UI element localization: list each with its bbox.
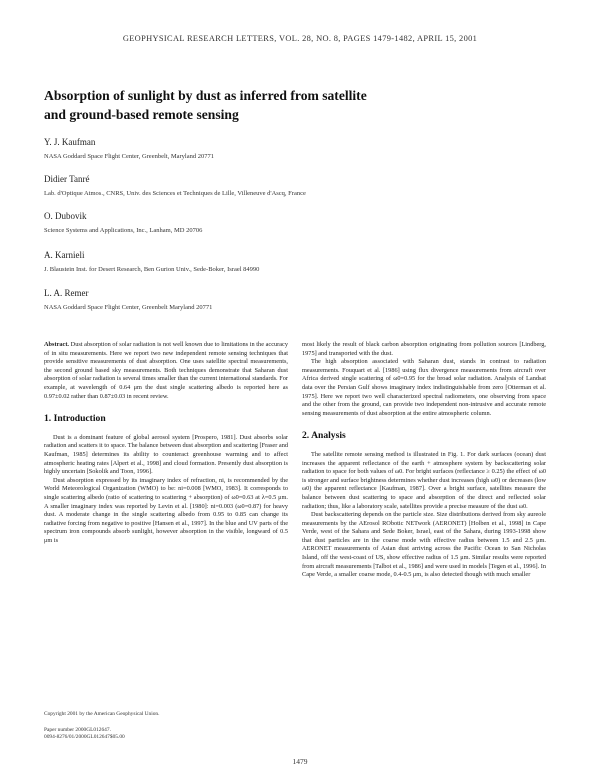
abstract-text: Dust absorption of solar radiation is not well known due to limitations in the accuracy of in situ measurements. Here we report two new independent remote sensing techniques that provide sensitive measurements of dust absorption. One uses satellite spectral measurements, the second ground based sky measurements. Both techniques demonstrate that Saharan dust absorption of solar radiation is several times smaller than the current international standards. For example, at wavelength of 0.64 μm the dust single scattering albedo is reported here as 0.97±0.02 rather than 0.87±0.03 in recent review. [44,341,288,400]
abstract [44,341,288,401]
author-affiliation: Science Systems and Applications, Inc., Lanham, MD 20706 [44,227,203,234]
paragraph: most likely the result of black carbon absorption originating from pollution sources [Lindberg, 1975] and transported with the dust. [302,341,546,357]
author-block [44,174,564,197]
author-name: L. A. Remer [44,288,89,298]
title-line-2: and ground-based remote sensing [44,107,239,122]
author-affiliation: NASA Goddard Space Flight Center, Greenbelt Maryland 20771 [44,304,213,311]
author-block [44,288,564,311]
author-block [44,137,564,160]
author-affiliation: Lab. d'Optique Atmos., CNRS, Univ. des Sciences et Techniques de Lille, Villeneuve d'Ascq, France [44,190,306,197]
right-column [302,341,546,580]
author-block [44,211,564,234]
copyright-notice: Copyright 2001 by the American Geophysical Union. [44,711,160,717]
journal-header: GEOPHYSICAL RESEARCH LETTERS, VOL. 28, NO. 8, PAGES 1479-1482, APRIL 15, 2001 [122,34,478,43]
page-number: 1479 [292,757,308,766]
abstract-label: Abstract. [44,341,70,348]
paragraph: Dust is a dominant feature of global aerosol system [Prospero, 1981]. Dust absorbs solar radiation and scatters it to space. The balance between dust absorption and scattering [Fraser and Kaufman, 1985] determines its ability to counteract greenhouse warming and to affect atmospheric heating rates [Alpert et al., 1998] and cloud formation. Presently dust absorption is highly uncertain [Sokolik and Toon, 1996]. [44,433,288,476]
paragraph: The satellite remote sensing method is illustrated in Fig. 1. For dark surfaces (ocean) dust increases the apparent reflectance of the earth + atmosphere system by backscattering solar radiation to space for both values of ω0. For bright surfaces (reflectance ≥ 0.25) the effect of ω0 is stronger and surface brightness determines whether dust increases (high ω0) or decreases (low ω0) the apparent reflectance [Kaufman, 1987]. Over a bright surface, satellites measure the balance between dust scattering to space and absorption of the direct and reflected solar radiation; thus, like a laboratory scale, satellites provide a precise measure of the dust ω0. [302,450,546,510]
copyright-block [44,711,288,742]
author-block [44,250,564,273]
author-name: Y. J. Kaufman [44,137,96,147]
author-affiliation: NASA Goddard Space Flight Center, Greenbelt, Maryland 20771 [44,153,214,160]
author-name: Didier Tanré [44,174,90,184]
section-heading-analysis: 2. Analysis [302,430,346,442]
author-name: O. Dubovik [44,211,87,221]
title-line-1: Absorption of sunlight by dust as inferred from satellite [44,88,367,103]
section-heading-introduction: 1. Introduction [44,413,106,425]
paper-number: Paper number 2000GL012647. [44,727,111,734]
paper-title [44,86,544,124]
author-affiliation: J. Blaustein Inst. for Desert Research, Ben Gurion Univ., Sede-Boker, Israel 84990 [44,266,260,273]
author-name: A. Karnieli [44,250,85,260]
paragraph: The high absorption associated with Saharan dust, stands in contrast to radiation measurements. Fouquart et al. [1986] using flux divergence measurements from aircraft over Africa derived single scattering of ω0=0.95 for the broad solar radiation. Analysis of Landsat data over the Persian Gulf shows imaginary index indistinguishable from zero [Otterman et al. 1975]. Here we report two well characterized spectral radiometers, one observing from space and the other from the ground, can provide two independent non-intrusive and accurate remote sensing measurements of dust absorption at the entire atmospheric column. [302,358,546,417]
left-column [44,341,288,545]
paragraph: Dust absorption expressed by its imaginary index of refraction, ni, is recommended by the World Meteorological Organization (WMO) to be: ni=0.008 [WMO, 1983]. It corresponds to single scattering albedo (ratio of scattering to scattering + absorption) of ω0=0.63 at λ=0.5 μm. A smaller imaginary index was reported by Levin et al. [1980]: ni=0.003 (ω0=0.87) for heavy dust. A moderate change in the single scattering albedo from 0.95 to 0.85 can change its radiative forcing from negative to positive [Hansen et al., 1997]. In the blue and UV parts of the spectrum iron compounds absorb sunlight, however absorption in the visible, longward of 0.5 μm is [44,476,288,544]
paragraph: Dust backscattering depends on the particle size. Size distributions derived from sky aureole measurements by the AErosol RObotic NETwork (AERONET) [Holben et al., 1998] in Cape Verde, west of the Sahara and Sede Boker, Israel, east of the Sahara, during 1993-1998 show that dust particles are in the coarse mode with effective radius between 1.5 and 2.5 μm. AERONET measurements of Asian dust arriving across the Pacific Ocean to San Nicholas Island, off the west-coast of US, show effective radius of 1.5 μm. Similar results were reported from aircraft measurements [Talbot et al., 1986] and were used in models [Tegen et al., 1996]. In Cape Verde, a smaller coarse mode, 0.4-0.5 μm, is also detected though with much smaller [302,511,546,579]
issn-line: 0094-8276/01/2000GL012647$05.00 [44,734,125,741]
